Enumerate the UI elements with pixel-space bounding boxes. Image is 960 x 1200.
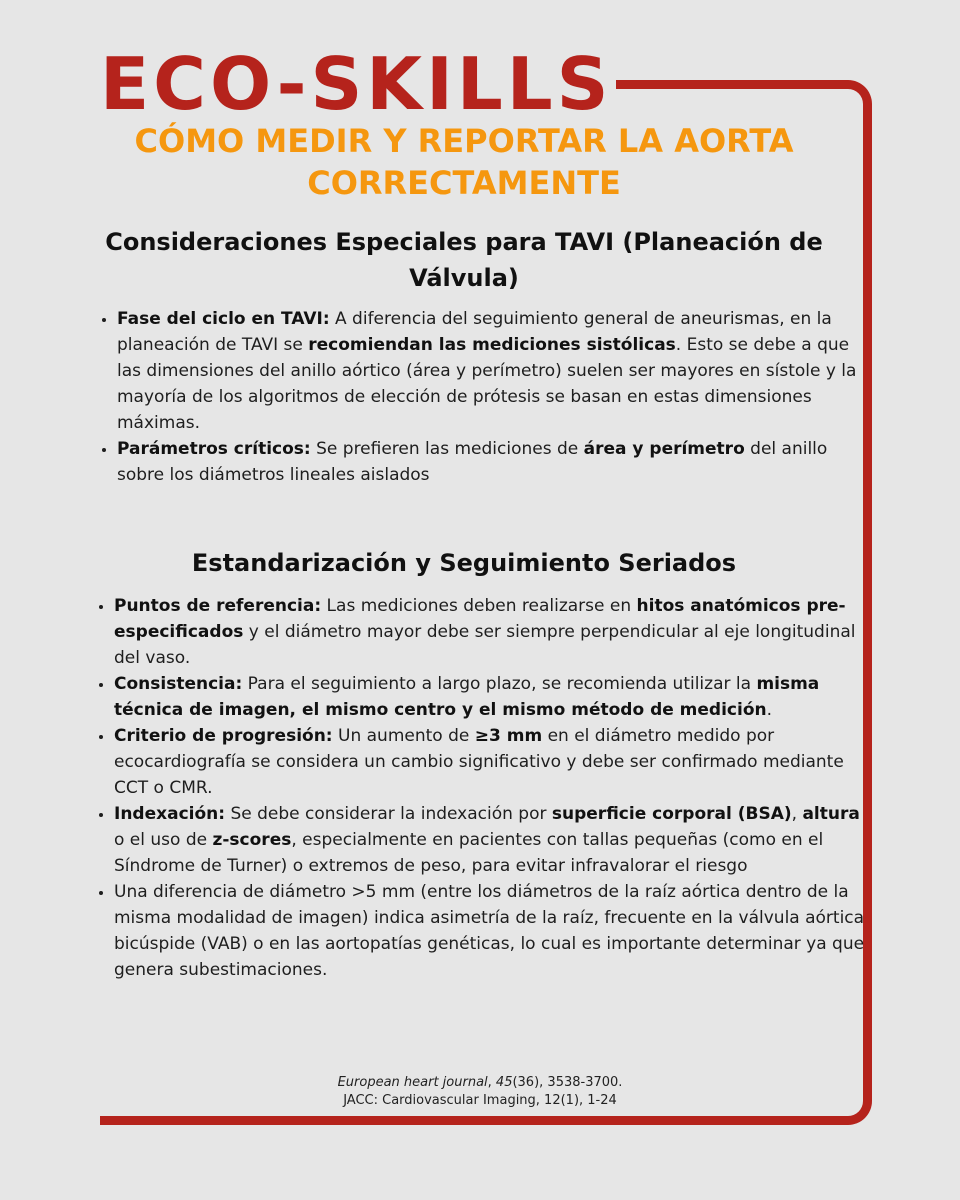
brand-title: ECO-SKILLS [100, 42, 613, 126]
list-item: • Parámetros críticos: Se prefieren las mediciones de área y perímetro del anillo sobre los diámetros lineales aislados [117, 436, 857, 488]
section-heading-tavi: Consideraciones Especiales para TAVI (Planeación de Válvula) [105, 228, 823, 292]
list-item: • Una diferencia de diámetro >5 mm (entre los diámetros de la raíz aórtica dentro de la misma modalidad de imagen) indica asimetría de la raíz, frecuente en la válvula aórtica bicúspide (VAB) o en las aortopatías genéticas, lo cual es importante determinar ya que genera subestimaciones. [114, 879, 866, 983]
tavi-bullet-list [95, 306, 857, 488]
list-item: • Fase del ciclo en TAVI: A diferencia del seguimiento general de aneurismas, en la planeación de TAVI se recomiendan las mediciones sistólicas. Esto se debe a que las dimensiones del anillo aórtico (área y perímetro) suelen ser mayores en sístole y la mayoría de los algoritmos de elección de prótesis se basan en estas dimensiones máximas. [117, 306, 857, 436]
page-subtitle: CÓMO MEDIR Y REPORTAR LA AORTA CORRECTAMENTE [134, 122, 794, 202]
list-item: • Consistencia: Para el seguimiento a largo plazo, se recomienda utilizar la misma técnica de imagen, el mismo centro y el mismo método de medición. [114, 671, 866, 723]
list-item: • Puntos de referencia: Las mediciones deben realizarse en hitos anatómicos pre-especificados y el diámetro mayor debe ser siempre perpendicular al eje longitudinal del vaso. [114, 593, 866, 671]
reference-line: European heart journal, 45(36), 3538-3700. [337, 1075, 623, 1090]
estandarizacion-bullet-list [92, 593, 866, 983]
reference-line: JACC: Cardiovascular Imaging, 12(1), 1-24 [343, 1093, 617, 1108]
list-item: • Criterio de progresión: Un aumento de ≥3 mm en el diámetro medido por ecocardiografía se considera un cambio significativo y debe ser confirmado mediante CCT o CMR. [114, 723, 866, 801]
section-heading-estandarizacion: Estandarización y Seguimiento Seriados [191, 549, 737, 577]
references [200, 1074, 760, 1110]
list-item: • Indexación: Se debe considerar la indexación por superficie corporal (BSA), altura o el uso de z-scores, especialmente en pacientes con tallas pequeñas (como en el Síndrome de Turner) o extremos de peso, para evitar infravalorar el riesgo [114, 801, 866, 879]
